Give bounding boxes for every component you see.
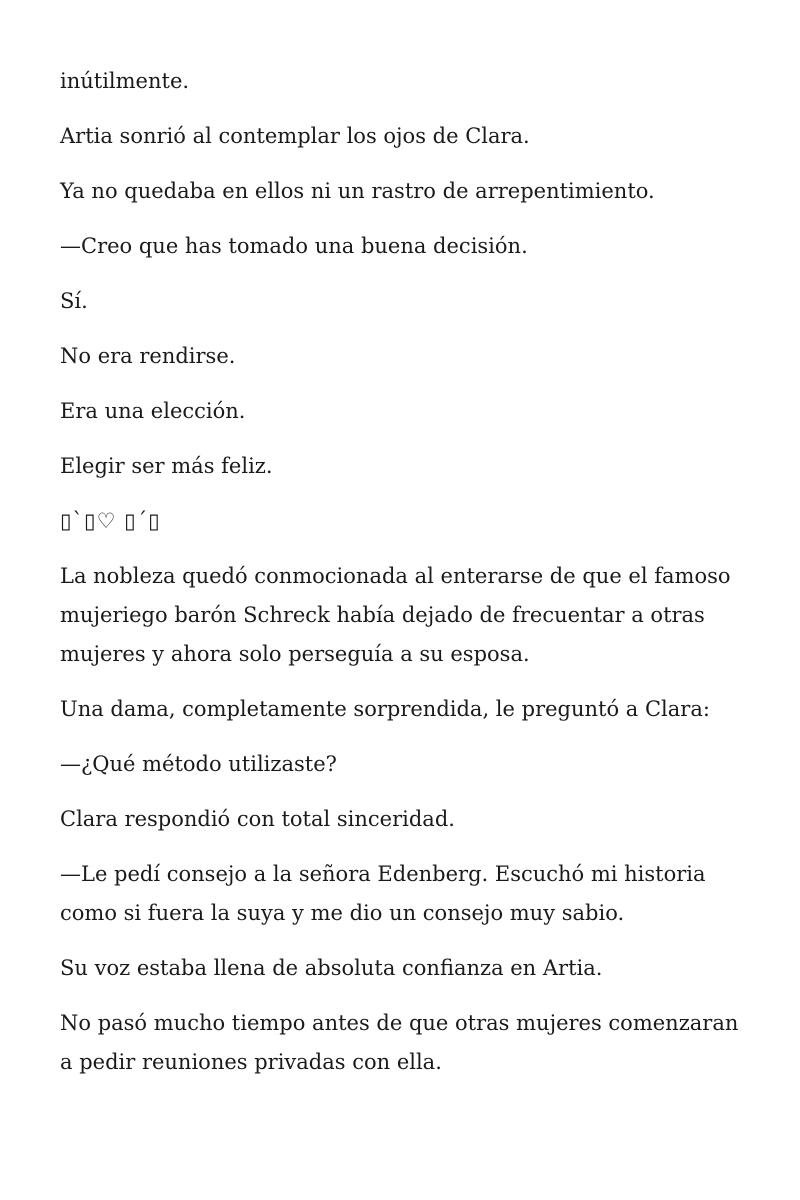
paragraph: No era rendirse. [60, 344, 236, 368]
paragraph: Su voz estaba llena de absoluta confianza en Artia. [60, 956, 603, 980]
paragraph: Ya no quedaba en ellos ni un rastro de arrepentimiento. [60, 179, 655, 203]
dialogue-line: —¿Qué método utilizaste? [60, 752, 337, 776]
paragraph: inútilmente. [60, 69, 190, 93]
document-page [60, 62, 750, 1098]
dialogue-line: —Le pedí consejo a la señora Edenberg. Escuchó mi historia como si fuera la suya y me dio un consejo muy sabio. [60, 862, 706, 925]
paragraph: Clara respondió con total sinceridad. [60, 807, 455, 831]
paragraph: Sí. [60, 289, 88, 313]
paragraph: Era una elección. [60, 399, 246, 423]
dialogue-line: —Creo que has tomado una buena decisión. [60, 234, 528, 258]
paragraph: No pasó mucho tiempo antes de que otras mujeres comenzaran a pedir reuniones privadas con ella. [60, 1011, 739, 1074]
paragraph: Elegir ser más feliz. [60, 454, 273, 478]
paragraph: La nobleza quedó conmocionada al enterarse de que el famoso mujeriego barón Schreck había dejado de frecuentar a otras mujeres y ahora solo perseguía a su esposa. [60, 564, 731, 666]
paragraph: Una dama, completamente sorprendida, le preguntó a Clara: [60, 697, 710, 721]
paragraph: Artia sonrió al contemplar los ojos de Clara. [60, 124, 530, 148]
section-separator: ▯`▯♡ ▯´▯ [60, 509, 161, 533]
